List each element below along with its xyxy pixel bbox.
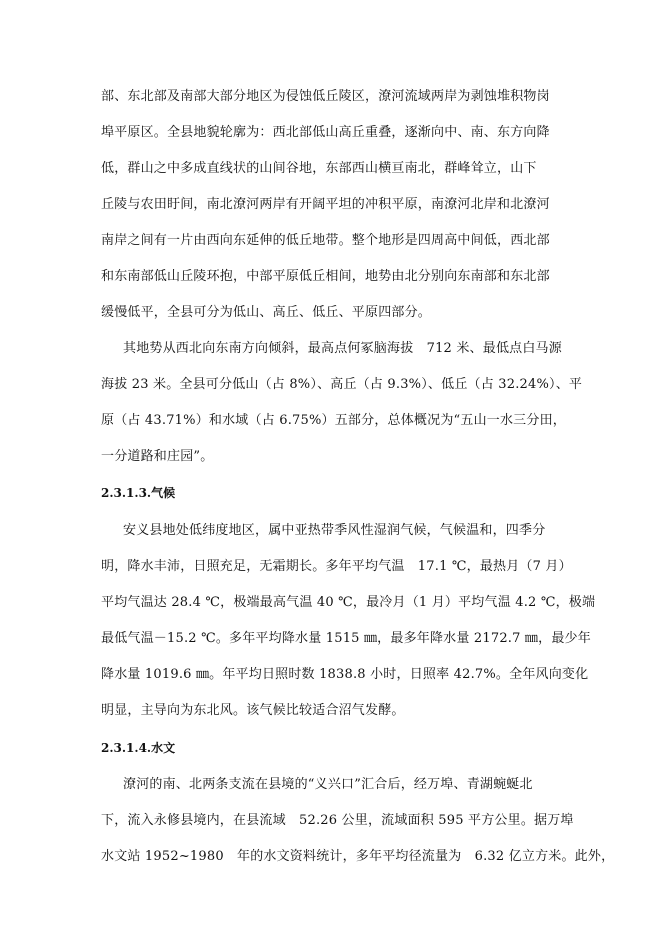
section-heading-climate: 2.3.1.3.气候 xyxy=(101,486,176,500)
section-heading-hydrology: 2.3.1.4.水文 xyxy=(101,741,176,755)
paragraph-line: 下，流入永修县境内，在县流域 52.26 公里，流域面积 595 平方公里。据万埠 xyxy=(101,813,574,828)
paragraph-line: 一分道路和庄园”。 xyxy=(101,449,214,464)
paragraph-line: 降水量 1019.6 ㎜。年平均日照时数 1838.8 小时，日照率 42.7%。全年风向变化 xyxy=(101,667,589,682)
paragraph-line: 平均气温达 28.4 ℃，极端最高气温 40 ℃，最冷月（1 月）平均气温 4.2 ℃，极端 xyxy=(101,595,596,610)
paragraph-line: 缓慢低平，全县可分为低山、高丘、低丘、平原四部分。 xyxy=(101,305,432,320)
paragraph-line: 部、东北部及南部大部分地区为侵蚀低丘陵区，潦河流域两岸为剥蚀堆积物岗 xyxy=(101,89,550,104)
paragraph-line: 和东南部低山丘陵环抱，中部平原低丘相间，地势由北分别向东南部和东北部 xyxy=(101,269,550,284)
paragraph-line: 原（占 43.71%）和水域（占 6.75%）五部分，总体概况为“五山一水三分田， xyxy=(101,413,566,428)
paragraph-line: 海拔 23 米。全县可分低山（占 8%）、高丘（占 9.3%）、低丘（占 32.24%）、平 xyxy=(101,377,583,392)
paragraph-line: 南岸之间有一片由西向东延伸的低丘地带。整个地形是四周高中间低，西北部 xyxy=(101,233,550,248)
paragraph-line: 最低气温－15.2 ℃。多年平均降水量 1515 ㎜，最多年降水量 2172.7 ㎜，最少年 xyxy=(101,631,591,646)
paragraph-line: 低，群山之中多成直线状的山间谷地，东部西山横亘南北，群峰耸立，山下 xyxy=(101,161,537,176)
paragraph-line: 埠平原区。全县地貌轮廓为：西北部低山高丘重叠，逐渐向中、南、东方向降 xyxy=(101,125,550,140)
paragraph-line: 其地势从西北向东南方向倾斜，最高点何冢脑海拔 712 米、最低点白马源 xyxy=(123,341,562,356)
paragraph-line: 潦河的南、北两条支流在县境的“义兴口”汇合后，经万埠、青湖蜿蜒北 xyxy=(123,777,533,792)
paragraph-line: 丘陵与农田盱间，南北潦河两岸有开阔平坦的冲积平原，南潦河北岸和北潦河 xyxy=(101,197,550,212)
paragraph-line: 水文站 1952~1980 年的水文资料统计，多年平均径流量为 6.32 亿立方米。此外， xyxy=(101,849,615,864)
paragraph-line: 明，降水丰沛，日照充足，无霜期长。多年平均气温 17.1 ℃，最热月（7 月） xyxy=(101,559,572,574)
paragraph-line: 明显，主导向为东北风。该气候比较适合沼气发酵。 xyxy=(101,703,405,718)
paragraph-line: 安义县地处低纬度地区，属中亚热带季风性湿润气候，气候温和，四季分 xyxy=(123,523,546,538)
